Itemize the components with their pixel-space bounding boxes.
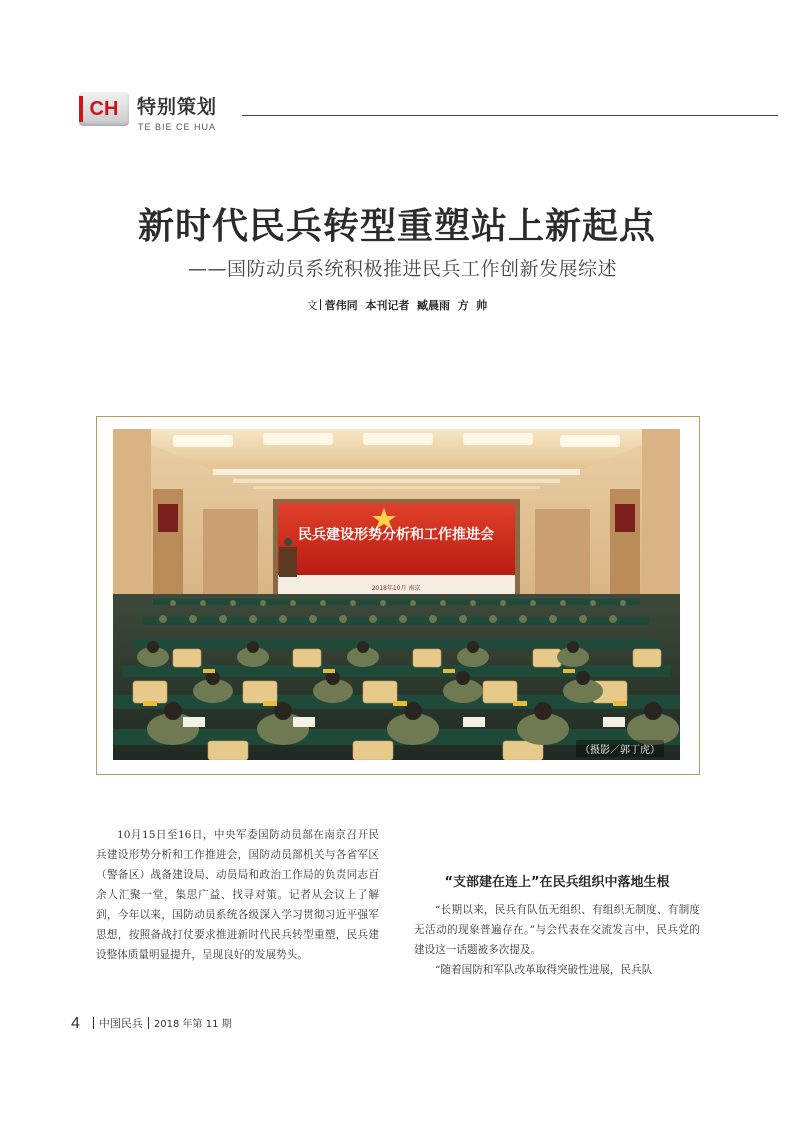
banner-small-text: 2018年10月 南京	[371, 585, 421, 592]
byline	[0, 297, 794, 313]
magazine-name: 中国民兵	[98, 1017, 143, 1030]
byline-prefix: 文	[306, 299, 318, 312]
photo-credit: （摄影／郭丁虎）	[576, 740, 664, 757]
article-subtitle: ——国防动员系统积极推进民兵工作创新发展综述	[188, 258, 618, 280]
intro-paragraph: 10月15日至16日，中央军委国防动员部在南京召开民兵建设形势分析和工作推进会，国防动员部机关与各省军区（警备区）战备建设局、动员局和政治工作局的负责同志百余人汇聚一堂，集思广益、找寻对策。记者从会议上了解到，今年以来，国防动员系统各级深入学习贯彻习近平强军思想，按照备战打仗要求推进新时代民兵转型重塑，民兵建设整体质量明显提升，呈现良好的发展势头。	[96, 829, 379, 961]
page-footer	[71, 1015, 232, 1033]
section-logo	[79, 92, 129, 126]
section-title: 特别策划	[137, 96, 218, 118]
banner-text: 民兵建设形势分析和工作推进会	[298, 527, 494, 543]
header-divider	[242, 115, 778, 116]
body-paragraph-2: “随着国防和军队改革取得突破性进展，民兵队	[435, 964, 653, 976]
issue-label: 2018 年第 11 期	[153, 1019, 232, 1030]
byline-authors: 菅伟同 本刊记者 臧晨雨 方 帅	[324, 299, 488, 312]
body-column-left	[96, 825, 379, 965]
section-subhead: “支部建在连上”在民兵组织中落地生根	[444, 875, 670, 890]
body-paragraph-1: “长期以来，民兵有队伍无组织、有组织无制度、有制度无活动的现象普遍存在。”与会代表在交流发言中，民兵党的建设这一话题被多次提及。	[414, 904, 700, 956]
section-subtitle: TE BIE CE HUA	[138, 122, 217, 132]
article-title: 新时代民兵转型重塑站上新起点	[137, 206, 656, 247]
page-number: 4	[71, 1015, 80, 1032]
section-logo-text: CH	[89, 98, 119, 120]
conference-photo	[113, 429, 680, 760]
body-column-right	[414, 900, 700, 980]
